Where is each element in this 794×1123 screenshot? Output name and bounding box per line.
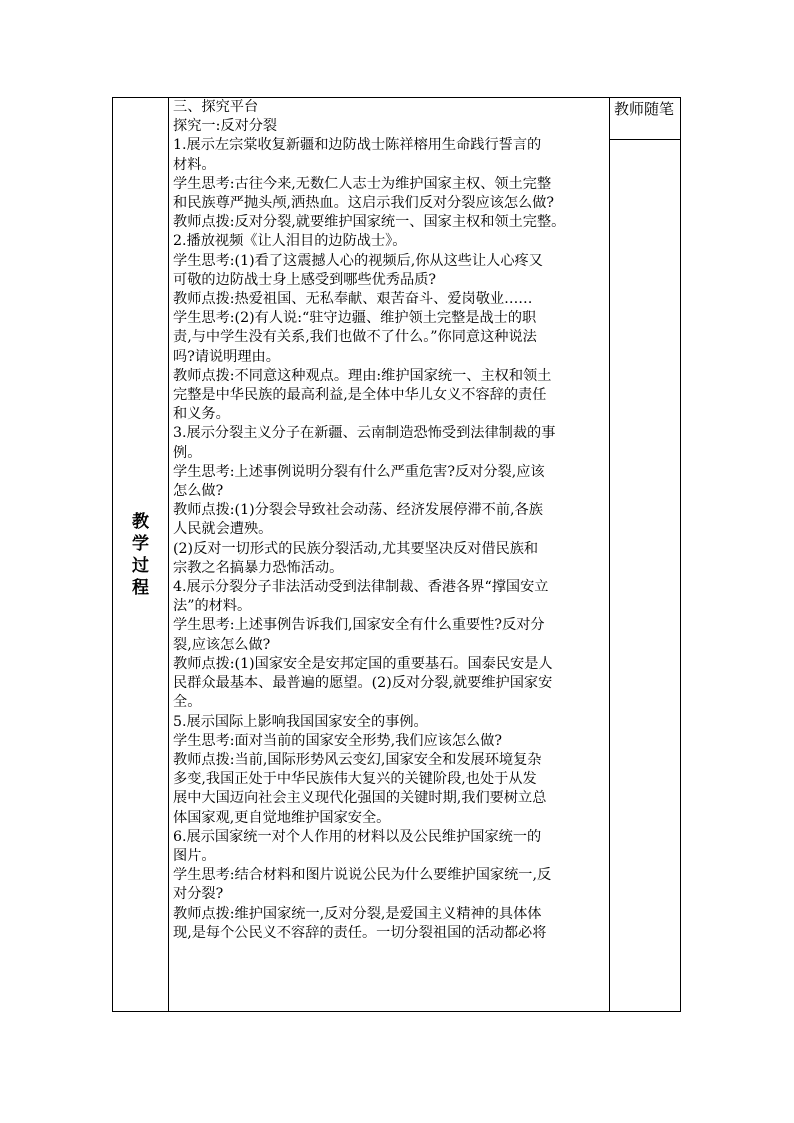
content-line: 学生思考:结合材料和图片说说公民为什么要维护国家统一,反 [173,867,552,884]
content-line: 2.播放视频《让人泪目的边防战士》。 [173,233,407,250]
content-line: 展中大国迈向社会主义现代化强国的关键时期,我们要树立总 [173,790,547,807]
content-line: 学生思考:(1)看了这震撼人心的视频后,你从这些让人心疼又 [173,252,543,269]
label-char: 教 [132,512,149,532]
content-line: 图片。 [173,847,216,864]
content-line: 探究一:反对分裂 [173,118,278,135]
content-line: 5.展示国际上影响我国国家安全的事例。 [173,713,428,730]
content-line: 学生思考:面对当前的国家安全形势,我们应该怎么做? [173,732,503,749]
lesson-content [173,98,603,943]
section-label-column [113,98,169,1011]
content-line: 学生思考:(2)有人说:“驻守边疆、维护领土完整是战士的职 [173,310,537,327]
content-line: 现,是每个公民义不容辞的责任。一切分裂祖国的活动都必将 [173,924,547,941]
content-line: 全。 [173,694,202,711]
label-char: 程 [132,578,149,598]
content-line: 教师点拨:热爱祖国、无私奉献、艰苦奋斗、爱岗敬业…… [173,291,533,308]
content-line: 宗教之名搞暴力恐怖活动。 [173,559,344,576]
content-line: 教师点拨:(1)国家安全是安邦定国的重要基石。国泰民安是人 [173,655,553,672]
content-line: 体国家观,更自觉地维护国家安全。 [173,809,391,826]
content-line: 1.展示左宗棠收复新疆和边防战士陈祥榕用生命践行誓言的 [173,137,542,154]
teacher-notes-column [609,98,680,1011]
content-line: 裂,应该怎么做? [173,636,271,653]
teaching-process-label [113,511,168,599]
lesson-plan-table [112,97,681,1012]
content-line: 责,与中学生没有关系,我们也做不了什么。”你同意这种说法 [173,329,537,346]
content-line: 三、探究平台 [173,99,259,115]
content-line: 学生思考:上述事例告诉我们,国家安全有什么重要性?反对分 [173,617,545,634]
content-line: 完整是中华民族的最高利益,是全体中华儿女义不容辞的责任 [173,387,547,404]
content-line: 可敬的边防战士身上感受到哪些优秀品质? [173,271,436,288]
content-line: 教师点拨:反对分裂,就要维护国家统一、国家主权和领土完整。 [173,214,566,231]
content-line: 3.展示分裂主义分子在新疆、云南制造恐怖受到法律制裁的事 [173,425,556,442]
content-line: 民群众最基本、最普遍的愿望。(2)反对分裂,就要维护国家安 [173,675,553,692]
content-line: 教师点拨:(1)分裂会导致社会动荡、经济发展停滞不前,各族 [173,502,543,519]
content-line: 教师点拨:维护国家统一,反对分裂,是爱国主义精神的具体体 [173,905,542,922]
content-line: 和民族尊严抛头颅,洒热血。这启示我们反对分裂应该怎么做? [173,195,554,212]
content-line: 怎么做? [173,483,224,500]
teacher-notes-header: 教师随笔 [610,98,680,140]
content-line: 和义务。 [173,406,230,423]
content-line: 多变,我国正处于中华民族伟大复兴的关键阶段,也处于从发 [173,771,537,788]
content-line: 例。 [173,444,202,461]
content-line: 法”的材料。 [173,598,252,615]
content-line: 对分裂? [173,886,224,903]
content-line: 学生思考:古往今来,无数仁人志士为维护国家主权、领土完整 [173,175,552,192]
content-line: 学生思考:上述事例说明分裂有什么严重危害?反对分裂,应该 [173,463,545,480]
content-line: 吗?请说明理由。 [173,348,280,365]
content-line: 人民就会遭殃。 [173,521,273,538]
label-char: 学 [132,534,149,554]
content-line: 6.展示国家统一对个人作用的材料以及公民维护国家统一的 [173,828,542,845]
content-line: 教师点拨:不同意这种观点。理由:维护国家统一、主权和领土 [173,367,552,384]
content-line: 教师点拨:当前,国际形势风云变幻,国家安全和发展环境复杂 [173,751,542,768]
content-line: (2)反对一切形式的民族分裂活动,尤其要坚决反对借民族和 [173,540,539,557]
content-line: 4.展示分裂分子非法活动受到法律制裁、香港各界“撑国安立 [173,579,549,596]
content-line: 材料。 [173,156,216,173]
label-char: 过 [132,556,149,576]
